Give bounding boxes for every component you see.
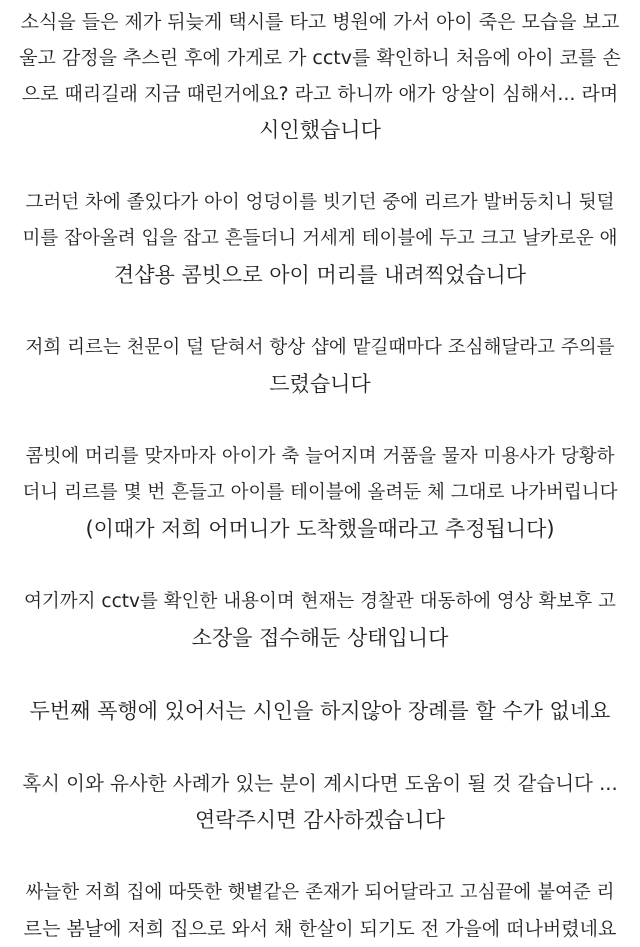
- text-line: 시인했습니다: [259, 118, 381, 142]
- text-line: 드렸습니다: [269, 372, 371, 396]
- paragraph-gap: [18, 547, 622, 584]
- text-line: 그러던 차에 졸있다가 아이 엉덩이를 빗기던 중에 리르가 발버둥치니 뒷덜: [25, 192, 615, 213]
- text-line: 콤빗에 머리를 맞자마자 아이가 축 늘어지며 거품을 물자 미용사가 당황하: [25, 446, 615, 467]
- text-line: 으로 때리길래 지금 때린거에요? 라고 하니까 애가 앙살이 심해서... 라며: [21, 83, 619, 105]
- text-line: 저희 리르는 천문이 덜 닫혀서 항상 샵에 맡길때마다 조심해달라고 주의를: [25, 337, 615, 358]
- paragraph-gap: [18, 293, 622, 330]
- paragraph-gap: [18, 838, 622, 875]
- paragraph-4: [18, 439, 622, 547]
- text-line: 더니 리르를 몇 번 흔들고 아이를 테이블에 올려둔 체 그대로 나가버립니다: [22, 482, 618, 503]
- text-line: 르는 봄날에 저희 집으로 와서 채 한살이 되기도 전 가을에 떠나버렸네요: [23, 918, 617, 940]
- text-line: 여기까지 cctv를 확인한 내용이며 현재는 경찰관 대동하에 영상 확보후 고: [24, 591, 616, 612]
- text-line: 혹시 이와 유사한 사례가 있는 분이 계시다면 도움이 될 것 같습니다 ...: [22, 772, 618, 795]
- paragraph-1: [18, 4, 622, 148]
- text-line: 소식을 들은 제가 뒤늦게 택시를 타고 병원에 가서 아이 죽은 모습을 보고: [20, 11, 620, 33]
- text-line: 소장을 접수해둔 상태입니다: [191, 626, 449, 650]
- paragraph-gap: [18, 402, 622, 439]
- paragraph-8: [18, 875, 622, 947]
- text-line: 울고 감정을 추스린 후에 가게로 가 cctv를 확인하니 처음에 아이 코를 손: [19, 47, 621, 69]
- text-line: 견샵용 콤빗으로 아이 머리를 내려찍었습니다: [113, 263, 527, 287]
- text-line: 미를 잡아올려 입을 잡고 흔들더니 거세게 테이블에 두고 크고 날카로운 애: [22, 228, 618, 249]
- paragraph-gap: [18, 729, 622, 766]
- text-line: (이때가 저희 어머니가 도착했을때라고 추정됩니다): [85, 517, 555, 541]
- paragraph-2: [18, 185, 622, 293]
- text-line: 두번째 폭행에 있어서는 시인을 하지않아 장례를 할 수가 없네요: [29, 699, 611, 723]
- paragraph-5: [18, 584, 622, 656]
- paragraph-3: [18, 330, 622, 402]
- paragraph-gap: [18, 148, 622, 185]
- paragraph-7: [18, 766, 622, 838]
- paragraph-gap: [18, 656, 622, 693]
- text-line: 연락주시면 감사하겠습니다: [194, 808, 446, 832]
- paragraph-6: [18, 693, 622, 729]
- text-line: 싸늘한 저희 집에 따뜻한 햇볕같은 존재가 되어달라고 고심끝에 붙여준 리: [25, 882, 615, 903]
